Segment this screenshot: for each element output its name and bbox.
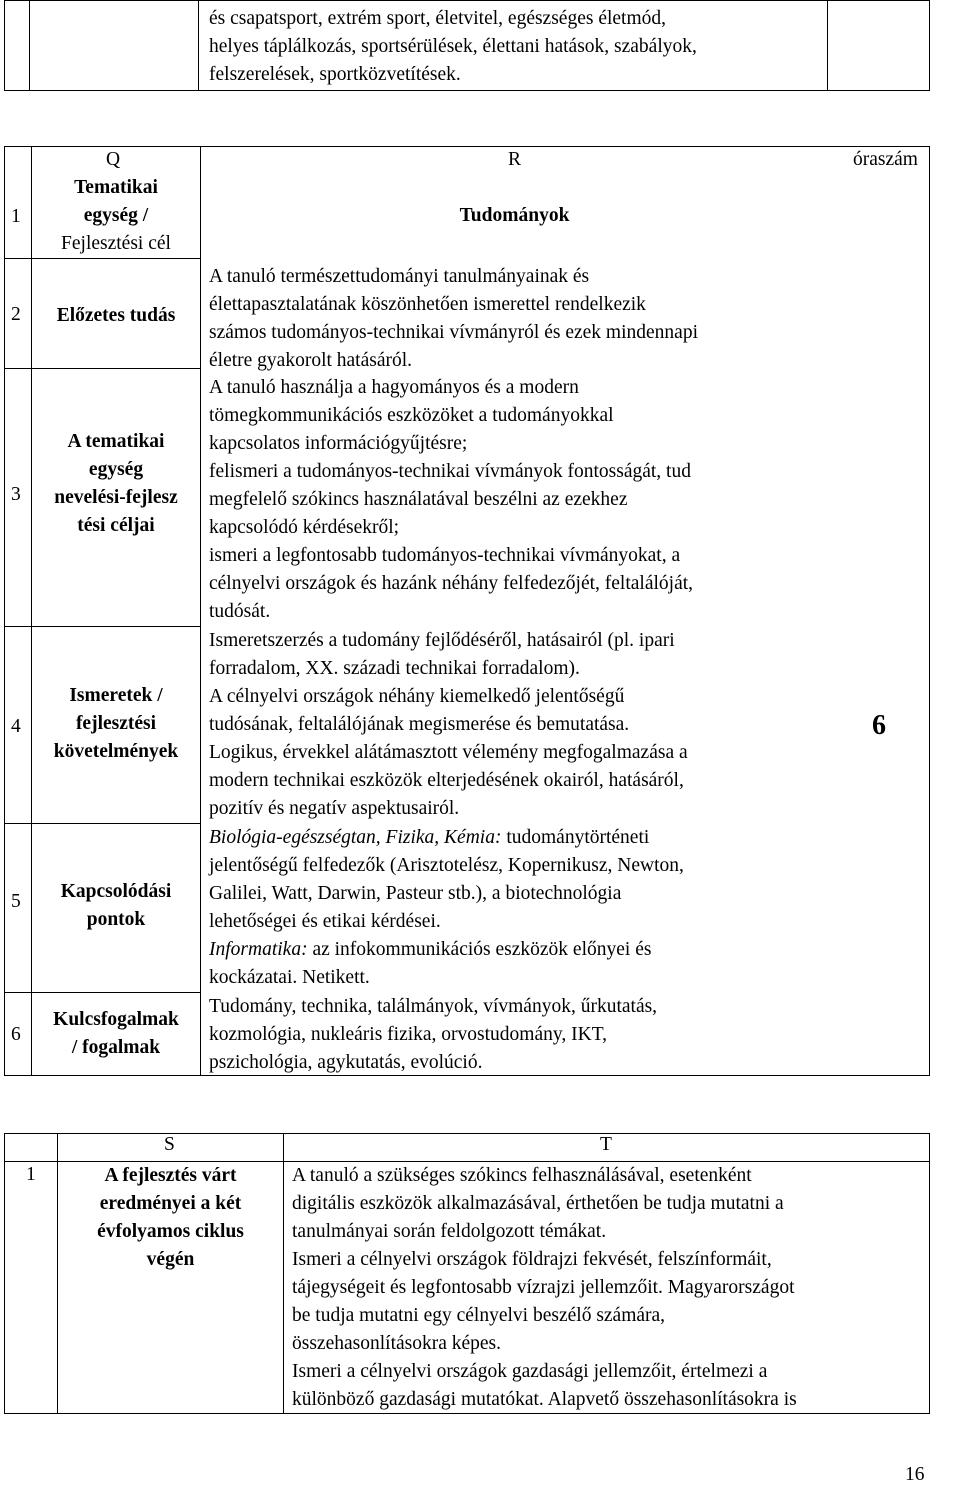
content-requirements: Ismeretszerzés a tudomány fejlődéséről, hatásairól (pl. ipari forradalom, XX. századi technikai forradalom). A célnyelvi országok néhány kiemelkedő jelentőségű tudósának, feltalálójának megismerése és bemutatása. Logikus, érvekkel alátámasztott vélemény megfogalmazása a modern technikai eszközök elterjedésének okairól, hatásáról, pozitív és negatív aspektusairól. xyxy=(209,630,688,819)
row-number: 3 xyxy=(11,484,21,505)
content-connections: Biológia-egészségtan, Fizika, Kémia: tudománytörténeti jelentőségű felfedezők (Arisztotelész, Kopernikusz, Newton, Galilei, Watt, Darwin, Pasteur stb.), a biotechnológia lehetőségei és etikai kérdései. Informatika: az infokommunikációs eszközök előnyei és kockázatai. Netikett. xyxy=(209,827,684,988)
label-key-concepts: Kulcsfogalmak / fogalmak xyxy=(53,1009,179,1058)
row-number: 2 xyxy=(11,304,21,325)
label-goals: A tematikai egység nevelési-fejlesz tési céljai xyxy=(54,431,178,536)
content-prior-knowledge: A tanuló természettudományi tanulmányainak és élettapasztalatának köszönhetően ismerettel rendelkezik számos tudományos-technikai vívmányról és ezek mindennapi életre gyakorolt hatásáról. xyxy=(209,266,698,371)
header-r: R xyxy=(508,149,522,170)
label-thematic-unit: Tematikai egység / Fejlesztési cél xyxy=(61,177,171,254)
row-number: 1 xyxy=(11,206,21,227)
content-goals: A tanuló használja a hagyományos és a modern tömegkommunikációs eszközöket a tudományokkal kapcsolatos információgyűjtésre; felismeri a tudományos-technikai vívmányok fontosságát, tud megfelelő szókincs használatával beszélni az ezekhez kapcsolódó kérdésekről; ismeri a legfontosabb tudományos-technikai vívmányokat, a célnyelvi országok és hazánk néhány felfedezőjét, feltalálóját, tudósát. xyxy=(209,377,694,622)
row-number: 1 xyxy=(26,1164,36,1185)
page-number: 16 xyxy=(905,1464,925,1485)
header-s: S xyxy=(164,1134,175,1155)
label-requirements: Ismeretek / fejlesztési követelmények xyxy=(53,685,179,762)
row-number: 6 xyxy=(11,1024,21,1045)
top-row-text: és csapatsport, extrém sport, életvitel, egészséges életmód, helyes táplálkozás, sportsérülések, élettani hatások, szabályok, felszerelések, sportközvetítések. xyxy=(209,8,697,85)
label-prior-knowledge: Előzetes tudás xyxy=(56,305,176,326)
hours-value: 6 xyxy=(872,710,886,741)
label-connections: Kapcsolódási pontok xyxy=(60,881,172,930)
content-expected-outcomes: A tanuló a szükséges szókincs felhasználásával, esetenként digitális eszközök alkalmazásával, érthetően be tudja mutatni a tanulmányai során feldolgozott témákat. Ismeri a célnyelvi országok földrajzi fekvését, felszínformáit, tájegységeit és legfontosabb vízrajzi jellemzőit. Magyarországot be tudja mutatni egy célnyelvi beszélő számára, összehasonlításokra képes. Ismeri a célnyelvi országok gazdasági jellemzőit, értelmezi a különböző gazdasági mutatókat. Alapvető összehasonlításokra is xyxy=(292,1165,797,1410)
content-title: Tudományok xyxy=(459,205,570,226)
row-number: 5 xyxy=(11,891,21,912)
row-number: 4 xyxy=(11,716,21,737)
content-key-concepts: Tudomány, technika, találmányok, vívmányok, űrkutatás, kozmológia, nukleáris fizika, orvostudomány, IKT, pszichológia, agykutatás, evolúció. xyxy=(209,996,658,1073)
label-expected-outcomes: A fejlesztés várt eredményei a két évfolyamos ciklus végén xyxy=(97,1165,244,1270)
header-hours: óraszám xyxy=(853,149,918,170)
header-q: Q xyxy=(106,149,121,170)
header-t: T xyxy=(600,1134,612,1155)
